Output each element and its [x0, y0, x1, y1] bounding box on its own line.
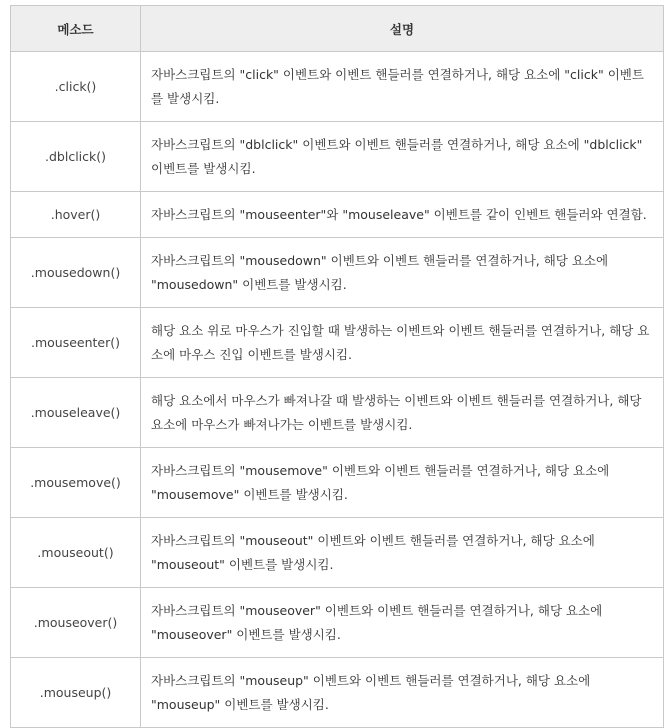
table-header-row — [11, 6, 664, 52]
description-cell: 자바스크립트의 "mouseover" 이벤트와 이벤트 핸들러를 연결하거나, 해당 요소에 "mouseover" 이벤트를 발생시킴. — [141, 588, 664, 658]
method-cell: .dblclick() — [11, 122, 141, 192]
description-cell: 해당 요소 위로 마우스가 진입할 때 발생하는 이벤트와 이벤트 핸들러를 연결하거나, 해당 요소에 마우스 진입 이벤트를 발생시킴. — [141, 308, 664, 378]
table-row — [11, 518, 664, 588]
description-cell: 자바스크립트의 "mouseenter"와 "mouseleave" 이벤트를 같이 인벤트 핸들러와 연결함. — [141, 192, 664, 238]
method-cell: .click() — [11, 52, 141, 122]
method-cell: .mouseover() — [11, 588, 141, 658]
method-cell: .mouseleave() — [11, 378, 141, 448]
description-cell: 자바스크립트의 "dblclick" 이벤트와 이벤트 핸들러를 연결하거나, 해당 요소에 "dblclick" 이벤트를 발생시킴. — [141, 122, 664, 192]
description-cell: 자바스크립트의 "click" 이벤트와 이벤트 핸들러를 연결하거나, 해당 요소에 "click" 이벤트를 발생시킴. — [141, 52, 664, 122]
table-row — [11, 122, 664, 192]
header-description: 설명 — [141, 6, 664, 52]
table-row — [11, 238, 664, 308]
method-cell: .mousedown() — [11, 238, 141, 308]
description-cell: 자바스크립트의 "mouseup" 이벤트와 이벤트 핸들러를 연결하거나, 해당 요소에 "mouseup" 이벤트를 발생시킴. — [141, 658, 664, 728]
method-cell: .mousemove() — [11, 448, 141, 518]
description-cell: 해당 요소에서 마우스가 빠져나갈 때 발생하는 이벤트와 이벤트 핸들러를 연결하거나, 해당 요소에 마우스가 빠져나가는 이벤트를 발생시킴. — [141, 378, 664, 448]
method-cell: .mouseenter() — [11, 308, 141, 378]
method-cell: .mouseup() — [11, 658, 141, 728]
table-row — [11, 658, 664, 728]
table-row — [11, 378, 664, 448]
table-row — [11, 52, 664, 122]
method-cell: .mouseout() — [11, 518, 141, 588]
description-cell: 자바스크립트의 "mousemove" 이벤트와 이벤트 핸들러를 연결하거나, 해당 요소에 "mousemove" 이벤트를 발생시킴. — [141, 448, 664, 518]
table-row — [11, 308, 664, 378]
description-cell: 자바스크립트의 "mousedown" 이벤트와 이벤트 핸들러를 연결하거나, 해당 요소에 "mousedown" 이벤트를 발생시킴. — [141, 238, 664, 308]
method-cell: .hover() — [11, 192, 141, 238]
header-method: 메소드 — [11, 6, 141, 52]
table-row — [11, 448, 664, 518]
mouse-event-methods-table — [10, 5, 664, 728]
description-cell: 자바스크립트의 "mouseout" 이벤트와 이벤트 핸들러를 연결하거나, 해당 요소에 "mouseout" 이벤트를 발생시킴. — [141, 518, 664, 588]
table-row — [11, 192, 664, 238]
table-row — [11, 588, 664, 658]
